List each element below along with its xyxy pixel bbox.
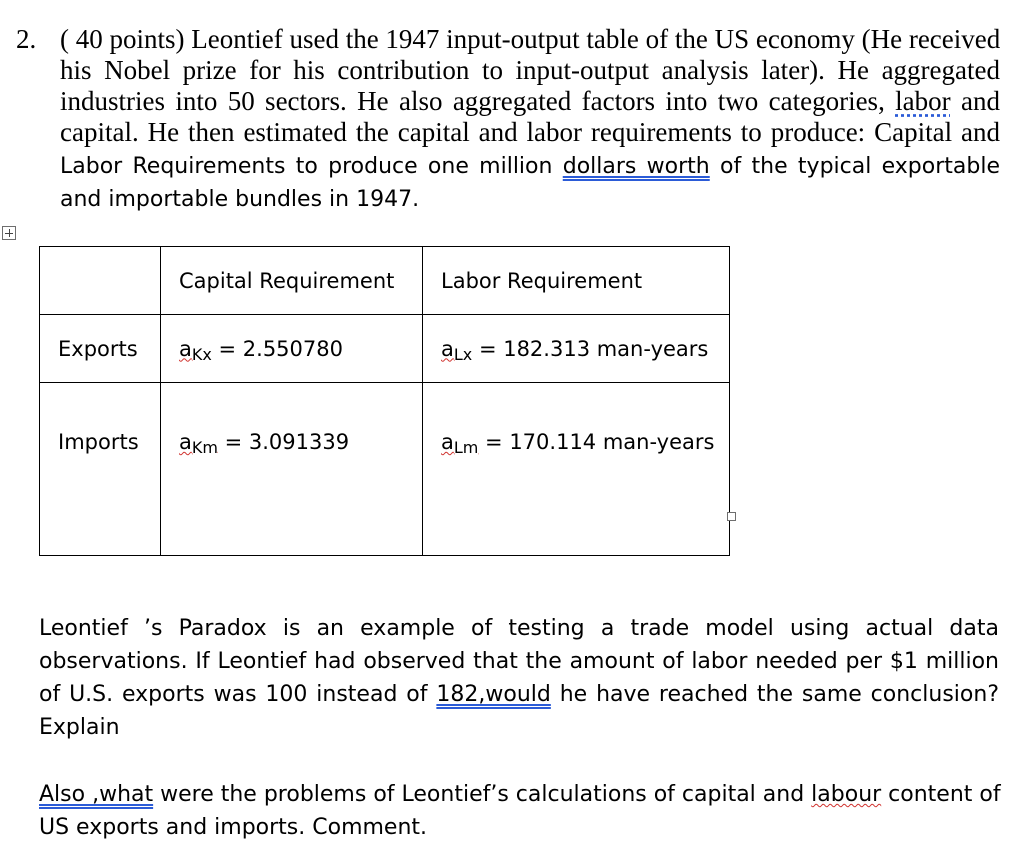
spell-flag-akm[interactable]: aKm [179, 430, 218, 457]
cell-imports-capital[interactable] [161, 383, 423, 556]
requirements-table [39, 246, 730, 556]
spell-flag-alm[interactable]: aLm [441, 430, 479, 457]
row-label-exports[interactable]: Exports [40, 315, 161, 383]
spell-flag-akx[interactable]: aKx [179, 336, 212, 364]
spell-flag-labour[interactable]: labour [811, 782, 882, 807]
question-line-3 [60, 86, 1000, 117]
spell-flag-alx[interactable]: aLx [441, 336, 473, 364]
paragraph-problems [39, 778, 999, 844]
p2-line-3 [39, 678, 999, 711]
question-line-3-text: industries into 50 sectors. He also aggregated factors into two categories, labor and [60, 86, 1000, 116]
question-line-4: capital. He then estimated the capital and labor requirements to produce: Capital and [60, 117, 1000, 147]
p2-line-2: observations. If Leontief had observed that the amount of labor needed per $1 million [39, 649, 999, 674]
question-line-6: and importable bundles in 1947. [60, 187, 420, 212]
grammar-flag-182-would[interactable]: 182,would [436, 682, 551, 707]
header-labor-requirement[interactable]: Labor Requirement [423, 247, 730, 315]
question-text-serif [60, 24, 1000, 148]
header-capital-requirement[interactable]: Capital Requirement [161, 247, 423, 315]
coef-alx: aLx = 182.313 man-years [441, 336, 709, 364]
grammar-flag-dollars-worth[interactable]: dollars worth [562, 154, 710, 179]
question-line-1: ( 40 points) Leontief used the 1947 input-output table of the US economy (He received [60, 24, 1001, 54]
question-line-5 [60, 150, 1000, 183]
p2-line-4: Explain [39, 715, 120, 740]
p3-line-1 [39, 778, 999, 811]
p2-line-3-start: of U.S. exports was 100 instead of [39, 682, 437, 707]
p3-line-1-mid: were the problems of Leontief’s calculations of capital and [153, 782, 812, 807]
paragraph-leontief-paradox [39, 612, 999, 744]
p2-line-3-end: he have reached the same conclusion? [550, 682, 999, 707]
question-number: 2. [16, 24, 37, 54]
table-resize-handle-icon[interactable] [727, 512, 736, 521]
p3-line-2: US exports and imports. Comment. [39, 815, 428, 840]
table-row-imports [40, 383, 730, 556]
coef-akx: aKx = 2.550780 [179, 336, 343, 364]
grammar-flag-labor[interactable]: labor [895, 86, 951, 116]
row-label-imports[interactable]: Imports [40, 383, 161, 556]
table-row-exports [40, 315, 730, 383]
table-move-handle-icon[interactable] [2, 226, 16, 240]
p2-line-1: Leontief ’s Paradox is an example of testing a trade model using actual data [39, 616, 999, 641]
question-line-5-end: of the typical exportable [709, 154, 1000, 179]
question-line-2: his Nobel prize for his contribution to input-output analysis later). He aggregated [60, 55, 1000, 85]
question-text-sans [60, 150, 1000, 216]
header-cell-empty[interactable] [40, 247, 161, 315]
cell-exports-capital[interactable] [161, 315, 423, 383]
question-line-5-start: Labor Requirements to produce one million [60, 154, 563, 179]
cell-exports-labor[interactable] [423, 315, 730, 383]
table-header-row [40, 247, 730, 315]
p3-line-1-end: content of [881, 782, 1001, 807]
coef-akm: aKm = 3.091339 [179, 430, 350, 457]
cell-imports-labor[interactable] [423, 383, 730, 556]
coef-alm: aLm = 170.114 man-years [441, 430, 715, 457]
grammar-flag-also-what[interactable]: Also ,what [39, 782, 154, 807]
